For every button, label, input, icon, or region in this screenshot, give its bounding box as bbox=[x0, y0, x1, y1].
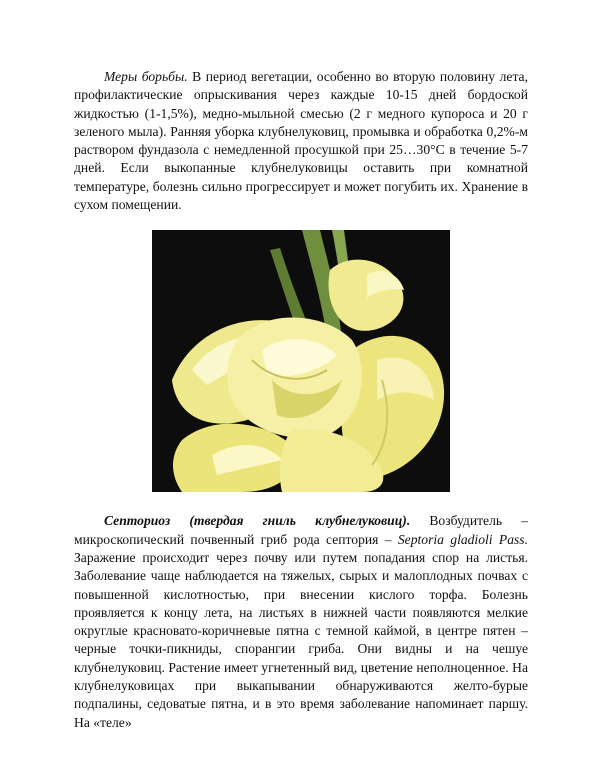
paragraph-lead-septoria: Септориоз (твердая гниль клубнелуковиц). bbox=[104, 513, 411, 529]
paragraph-septoria bbox=[74, 512, 528, 732]
paragraph-body-septoria-b: Заражение происходит через почву или путем попадания спор на листья. Заболевание чаще наблюдается на тяжелых, сырых и малоплодных почвах с повышенной кислотностью, при внесении кислого торфа. Болезнь проявляется к концу лета, на листьях в нижней части появляются мелкие округлые красновато-коричневые пятна с темной каймой, в центре пятен – черные точки-пикниды, спорангии гриба. Они видны и на чешуе клубнелуковиц. Растение имеет угнетенный вид, цветение неполноценное. На клубнелуковицах при выкапывании обнаруживаются желто-бурые подпалины, седоватые пятна, и в это время заболевание напоминает паршу. На «теле» bbox=[74, 549, 528, 730]
paragraph-body-septoria-a: Возбудитель – микроскопический почвенный гриб рода септория – bbox=[74, 513, 528, 547]
latin-species-name: Septoria gladioli Pass. bbox=[397, 531, 528, 547]
gladiolus-photo bbox=[152, 230, 450, 492]
document-page bbox=[74, 68, 528, 732]
paragraph-body-control-measures: В период вегетации, особенно во вторую половину лета, профилактические опрыскивания через каждые 10-15 дней бордоской жидкостью (1-1,5%), медно-мыльной смесью (2 г медного купороса и 20 г зеленого мыла). Ранняя уборка клубнелуковиц, промывка и обработка 0,2%-м раствором фундазола с немедленной просушкой при 25…30°С в течение 5-7 дней. Если выкопанные клубнелуковицы оставить при комнатной температуре, болезнь сильно прогрессирует и может погубить их. Хранение в сухом помещении. bbox=[74, 69, 528, 213]
paragraph-lead-control-measures: Меры борьбы. bbox=[104, 69, 188, 84]
gladiolus-illustration bbox=[152, 230, 450, 492]
paragraph-control-measures bbox=[74, 68, 528, 214]
figure-wrapper bbox=[74, 230, 528, 492]
